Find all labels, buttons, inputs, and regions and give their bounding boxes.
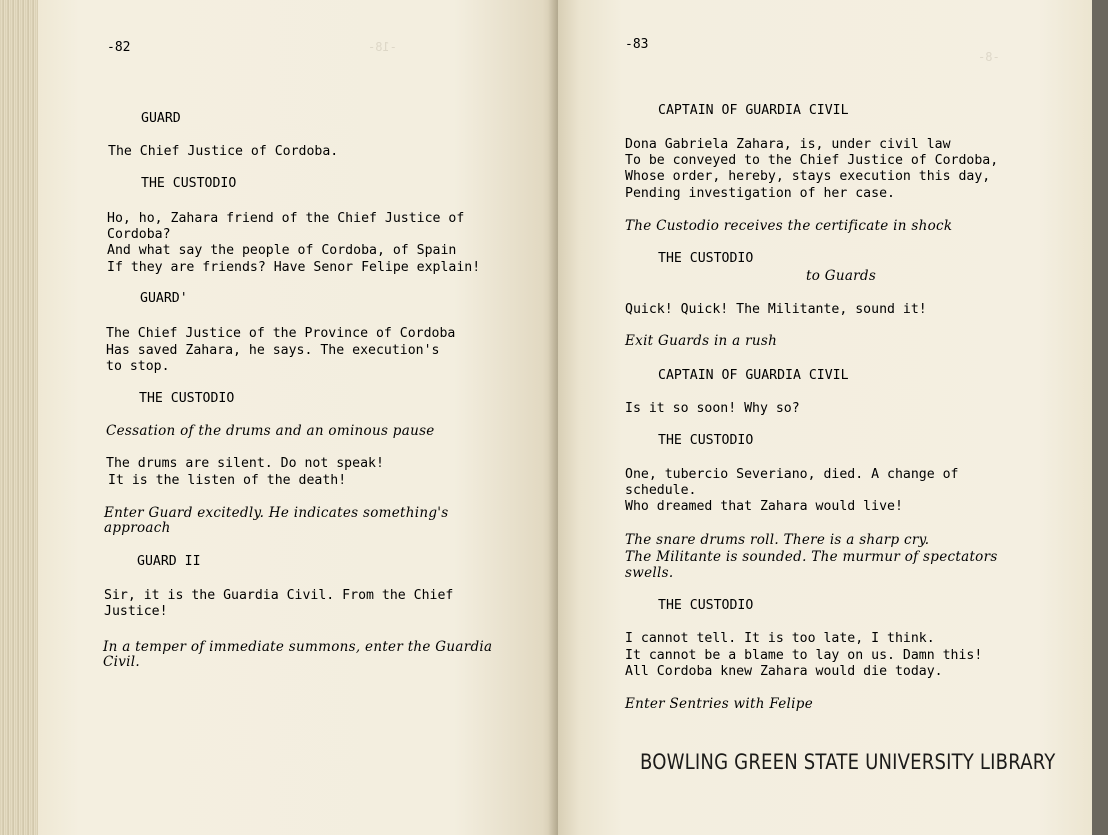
left-page-number: -82 [107, 40, 131, 55]
left-page-edges [0, 0, 38, 835]
script-line: The Chief Justice of Cordoba. [108, 144, 339, 159]
stage-direction-line: to Guards [806, 268, 877, 284]
stage-direction-line: Civil. [103, 654, 141, 670]
script-line: THE CUSTODIO [139, 391, 235, 406]
script-line: It is the listen of the death! [108, 473, 347, 488]
script-line: All Cordoba knew Zahara would die today. [625, 664, 943, 679]
script-line: One, tubercio Severiano, died. A change of [625, 467, 959, 482]
script-line: THE CUSTODIO [658, 433, 754, 448]
script-line: I cannot tell. It is too late, I think. [625, 631, 935, 646]
stage-direction-line: Enter Sentries with Felipe [625, 696, 814, 712]
script-line: Is it so soon! Why so? [625, 401, 800, 416]
stage-direction-line: Cessation of the drums and an ominous pause [106, 423, 435, 439]
script-line: Has saved Zahara, he says. The execution's [106, 343, 440, 358]
script-line: If they are friends? Have Senor Felipe explain! [107, 260, 481, 275]
script-line: The drums are silent. Do not speak! [106, 456, 384, 471]
stage-direction-line: swells. [625, 565, 674, 581]
stage-direction-line: The Militante is sounded. The murmur of spectators [625, 549, 998, 565]
script-line: The Chief Justice of the Province of Cordoba [106, 326, 456, 341]
script-line: to stop. [106, 359, 170, 374]
bleed-through-text: -18- [368, 40, 397, 54]
script-line: Quick! Quick! The Militante, sound it! [625, 302, 927, 317]
stage-direction-line: The Custodio receives the certificate in shock [625, 218, 953, 234]
script-line: GUARD [141, 111, 181, 126]
stage-direction-line: approach [104, 520, 171, 536]
stage-direction-line: The snare drums roll. There is a sharp cry. [625, 532, 930, 548]
script-line: CAPTAIN OF GUARDIA CIVIL [658, 368, 849, 383]
left-page [38, 0, 558, 835]
script-line: And what say the people of Cordoba, of Spain [107, 243, 457, 258]
library-stamp: BOWLING GREEN STATE UNIVERSITY LIBRARY [640, 750, 1056, 774]
script-line: GUARD' [140, 291, 188, 306]
script-line: It cannot be a blame to lay on us. Damn this! [625, 648, 983, 663]
script-line: THE CUSTODIO [658, 251, 754, 266]
script-line: THE CUSTODIO [141, 176, 237, 191]
script-line: THE CUSTODIO [658, 598, 754, 613]
script-line: Dona Gabriela Zahara, is, under civil law [625, 137, 951, 152]
script-line: Justice! [104, 604, 168, 619]
script-line: Who dreamed that Zahara would live! [625, 499, 903, 514]
script-line: To be conveyed to the Chief Justice of Cordoba, [625, 153, 999, 168]
right-page-number: -83 [625, 37, 649, 52]
bleed-through-text: -8- [978, 50, 1000, 64]
script-line: Cordoba? [107, 227, 171, 242]
script-line: Ho, ho, Zahara friend of the Chief Justice of [107, 211, 465, 226]
script-line: schedule. [625, 483, 697, 498]
script-line: Whose order, hereby, stays execution this day, [625, 169, 991, 184]
script-line: GUARD II [137, 554, 201, 569]
script-line: Sir, it is the Guardia Civil. From the Chief [104, 588, 454, 603]
stage-direction-line: In a temper of immediate summons, enter the Guardia [103, 639, 493, 655]
right-page-edge [1092, 0, 1108, 835]
stage-direction-line: Exit Guards in a rush [625, 333, 778, 349]
script-line: CAPTAIN OF GUARDIA CIVIL [658, 103, 849, 118]
script-line: Pending investigation of her case. [625, 186, 895, 201]
stage-direction-line: Enter Guard excitedly. He indicates something's [104, 505, 449, 521]
